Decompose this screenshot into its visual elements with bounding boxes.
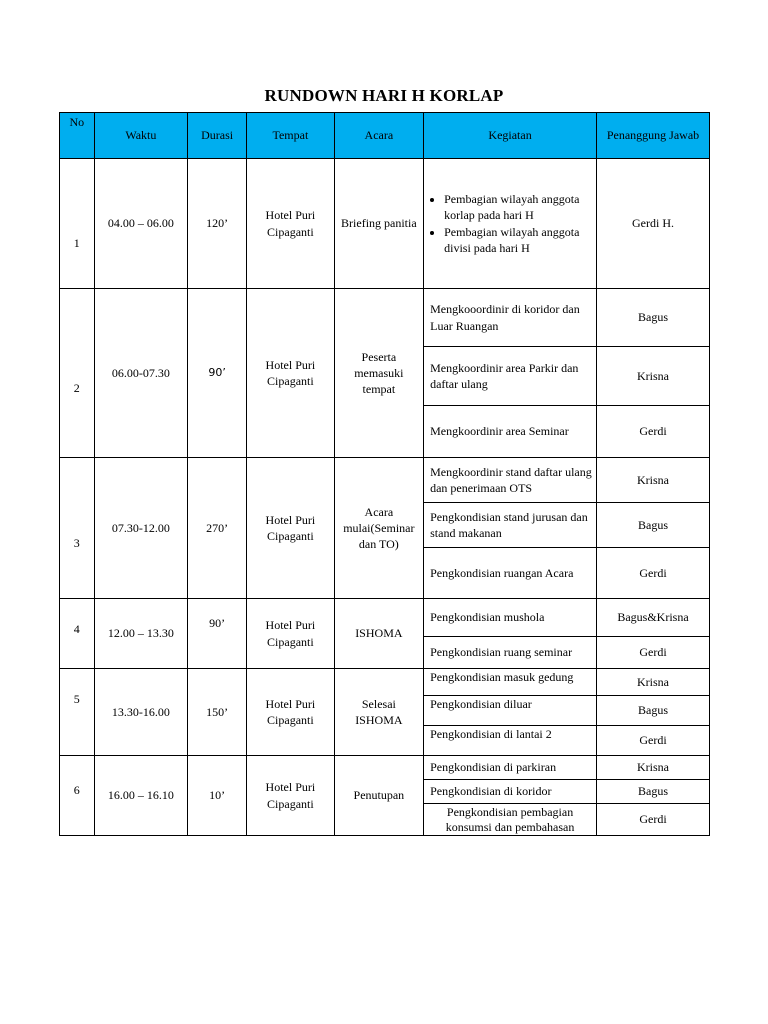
row-no-cell (60, 289, 95, 458)
list-item: • Pembagian wilayah anggota divisi pada hari H (444, 224, 596, 256)
row-penanggung-jawab: Krisna (597, 458, 710, 503)
header-durasi: Durasi (188, 113, 247, 159)
row-acara: ISHOMA (334, 599, 424, 669)
row-waktu: 13.30-16.00 (94, 669, 188, 756)
row-kegiatan: Mengkoordinir area Parkir dan daftar ulang (424, 347, 597, 406)
header-waktu: Waktu (94, 113, 188, 159)
row-penanggung-jawab: Gerdi (597, 804, 710, 836)
kegiatan-bullet-list (426, 191, 596, 256)
row-no: 5 (73, 692, 80, 706)
row-tempat: Hotel Puri Cipaganti (247, 458, 334, 599)
table-row (60, 669, 710, 696)
row-tempat: Hotel Puri Cipaganti (247, 289, 334, 458)
table-row (60, 289, 710, 347)
row-no-cell (60, 599, 95, 669)
row-waktu: 06.00-07.30 (94, 289, 188, 458)
row-kegiatan: Pengkondisian ruang seminar (424, 637, 597, 669)
row-no: 1 (73, 236, 80, 251)
row-penanggung-jawab: Gerdi H. (597, 159, 710, 289)
header-no: No (60, 113, 95, 159)
row-waktu: 04.00 – 06.00 (94, 159, 188, 289)
row-kegiatan: Pengkondisian mushola (424, 599, 597, 637)
row-durasi: 90’ (188, 599, 247, 669)
row-penanggung-jawab: Bagus (597, 696, 710, 726)
table-row (60, 159, 710, 289)
row-tempat: Hotel Puri Cipaganti (247, 756, 334, 836)
row-no-cell (60, 756, 95, 836)
table-row (60, 458, 710, 503)
row-kegiatan: Pengkondisian di koridor (424, 780, 597, 804)
row-penanggung-jawab: Krisna (597, 756, 710, 780)
row-penanggung-jawab: Gerdi (597, 637, 710, 669)
row-kegiatan: Pengkondisian ruangan Acara (424, 548, 597, 599)
row-kegiatan (424, 159, 597, 289)
header-kegiatan: Kegiatan (424, 113, 597, 159)
table-row (60, 756, 710, 780)
row-penanggung-jawab: Bagus (597, 289, 710, 347)
row-penanggung-jawab: Gerdi (597, 726, 710, 756)
header-tempat: Tempat (247, 113, 334, 159)
row-kegiatan: Mengkoordinir stand daftar ulang dan penerimaan OTS (424, 458, 597, 503)
row-no: 3 (73, 535, 80, 550)
page-title: RUNDOWN HARI H KORLAP (264, 86, 504, 105)
row-kegiatan: Mengkoordinir area Seminar (424, 406, 597, 458)
row-penanggung-jawab: Krisna (597, 669, 710, 696)
row-penanggung-jawab: Bagus&Krisna (597, 599, 710, 637)
list-item: • Pembagian wilayah anggota korlap pada hari H (444, 191, 596, 223)
row-acara: Acara mulai(Seminar dan TO) (334, 458, 424, 599)
row-no-cell (60, 159, 95, 289)
row-durasi: 90’ (188, 289, 247, 458)
table-header-row (60, 113, 710, 159)
header-penanggung-jawab: Penanggung Jawab (597, 113, 710, 159)
rundown-table (59, 112, 710, 836)
row-waktu: 16.00 – 16.10 (94, 756, 188, 836)
row-durasi: 150’ (188, 669, 247, 756)
row-penanggung-jawab: Gerdi (597, 548, 710, 599)
row-tempat: Hotel Puri Cipaganti (247, 599, 334, 669)
header-acara: Acara (334, 113, 424, 159)
row-kegiatan: Pengkondisian di parkiran (424, 756, 597, 780)
row-kegiatan: Pengkondisian masuk gedung (424, 669, 597, 696)
row-kegiatan: Pengkondisian pembagian konsumsi dan pembahasan (424, 804, 597, 836)
row-tempat: Hotel Puri Cipaganti (247, 669, 334, 756)
row-penanggung-jawab: Gerdi (597, 406, 710, 458)
row-no-cell (60, 669, 95, 756)
row-acara: Briefing panitia (334, 159, 424, 289)
row-durasi: 10’ (188, 756, 247, 836)
row-no: 6 (73, 783, 80, 797)
row-penanggung-jawab: Bagus (597, 503, 710, 548)
row-kegiatan: Mengkooordinir di koridor dan Luar Ruangan (424, 289, 597, 347)
row-no: 4 (73, 622, 80, 636)
row-kegiatan: Pengkondisian stand jurusan dan stand makanan (424, 503, 597, 548)
row-durasi: 120’ (188, 159, 247, 289)
row-no-cell (60, 458, 95, 599)
row-acara: Penutupan (334, 756, 424, 836)
row-acara: Peserta memasuki tempat (334, 289, 424, 458)
row-tempat: Hotel Puri Cipaganti (247, 159, 334, 289)
row-waktu: 12.00 – 13.30 (94, 599, 188, 669)
row-no: 2 (73, 380, 80, 395)
row-penanggung-jawab: Bagus (597, 780, 710, 804)
row-penanggung-jawab: Krisna (597, 347, 710, 406)
row-durasi: 270’ (188, 458, 247, 599)
row-acara: Selesai ISHOMA (334, 669, 424, 756)
row-kegiatan: Pengkondisian di lantai 2 (424, 726, 597, 756)
table-row (60, 599, 710, 637)
row-waktu: 07.30-12.00 (94, 458, 188, 599)
row-kegiatan: Pengkondisian diluar (424, 696, 597, 726)
